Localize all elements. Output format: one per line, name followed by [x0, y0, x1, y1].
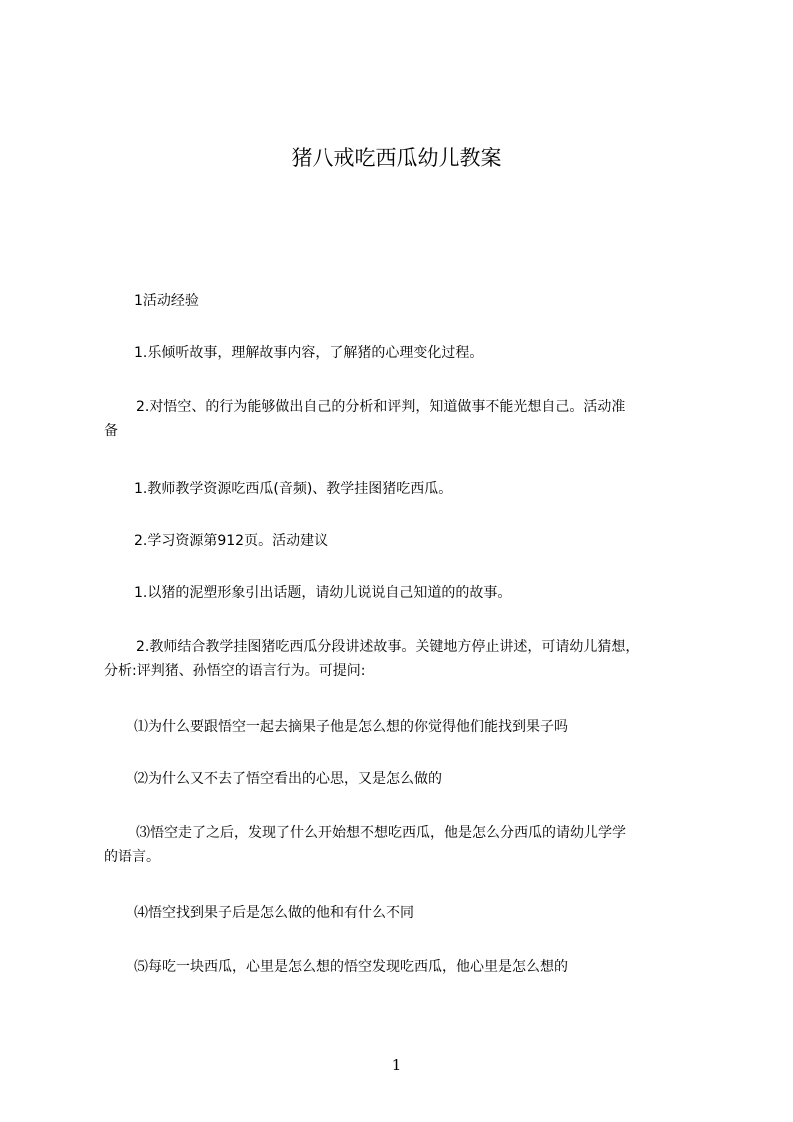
paragraph-goal-2: 2.对悟空、的行为能够做出自己的分析和评判，知道做事不能光想自己。活动准	[136, 399, 626, 415]
question-item-2: ⑵为什么又不去了悟空看出的心思，又是怎么做的	[134, 771, 442, 787]
document-title: 猪八戒吃西瓜幼儿教案	[291, 146, 502, 170]
question-item-3: ⑶悟空走了之后，发现了什么开始想不想吃西瓜，他是怎么分西瓜的请幼儿学学	[136, 825, 626, 841]
page-number: 1	[391, 1056, 402, 1074]
paragraph-goal-1: 1.乐倾听故事，理解故事内容，了解猪的心理变化过程。	[134, 345, 484, 361]
paragraph-goal-2-continued: 备	[104, 423, 118, 439]
question-item-3-continued: 的语言。	[104, 849, 160, 865]
section-heading-activity-experience: 1活动经验	[134, 293, 199, 309]
question-item-1: ⑴为什么要跟悟空一起去摘果子他是怎么想的你觉得他们能找到果子吗	[134, 719, 568, 735]
paragraph-suggestion-1: 1.以猪的泥塑形象引出话题，请幼儿说说自己知道的的故事。	[134, 585, 512, 601]
paragraph-suggestion-2: 2.教师结合教学挂图猪吃西瓜分段讲述故事。关键地方停止讲述，可请幼儿猜想，	[136, 639, 640, 655]
paragraph-suggestion-2-continued: 分析:评判猪、孙悟空的语言行为。可提问:	[104, 663, 366, 679]
question-item-4: ⑷悟空找到果子后是怎么做的他和有什么不同	[134, 905, 414, 921]
paragraph-preparation-2: 2.学习资源第912页。活动建议	[134, 533, 329, 549]
question-item-5: ⑸每吃一块西瓜，心里是怎么想的悟空发现吃西瓜，他心里是怎么想的	[134, 959, 568, 975]
paragraph-preparation-1: 1.教师教学资源吃西瓜(音频)、教学挂图猪吃西瓜。	[134, 481, 453, 497]
